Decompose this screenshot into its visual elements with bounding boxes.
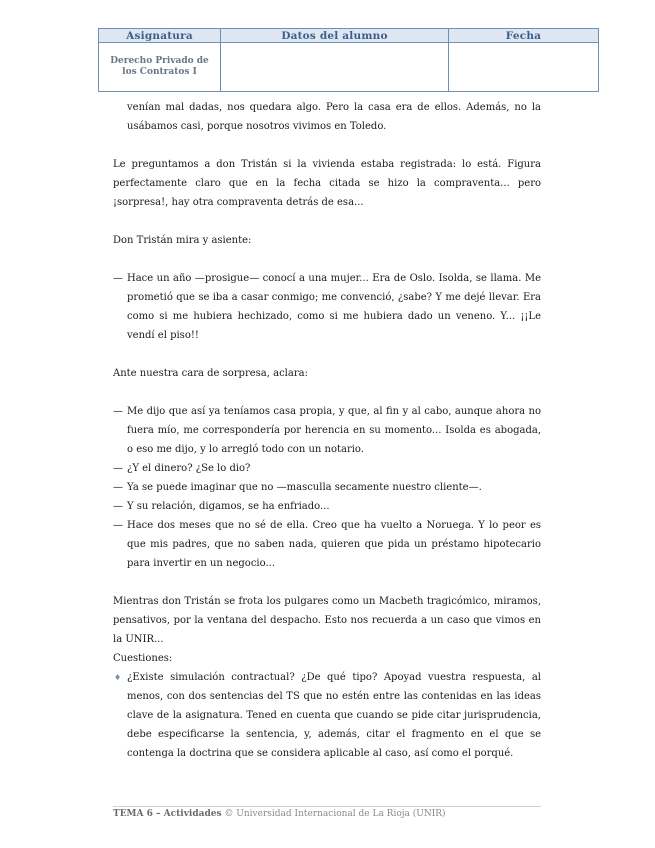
dialogue-text: Me dijo que así ya teníamos casa propia, y que, al fin y al cabo, aunque ahora no fuera mío, me correspondería por herencia en su momento... Isolda es abogada, o eso me dijo, y lo arregló todo con un notario. xyxy=(127,406,541,455)
paragraph: Don Tristán mira y asiente: xyxy=(113,235,252,246)
dash-icon: — xyxy=(113,482,123,493)
dialogue-line xyxy=(113,516,541,573)
dialogue-line xyxy=(113,497,541,516)
header-subject-value xyxy=(99,43,221,92)
dialogue-text: Y su relación, digamos, se ha enfriado... xyxy=(127,501,330,512)
document-body xyxy=(113,98,541,763)
dialogue-text: Ya se puede imaginar que no —masculla secamente nuestro cliente—. xyxy=(127,482,482,493)
dialogue-text: Hace un año —prosigue— conocí a una mujer... Era de Oslo. Isolda, se llama. Me prometió que se iba a casar conmigo; me convenció, ¿sabe? Y me dejé llevar. Era como si me hubiera hechizado, como si me hubiera dado un veneno. Y... ¡¡Le vendí el piso!! xyxy=(127,273,541,341)
question-item xyxy=(113,668,541,763)
footer-tema: TEMA 6 – Actividades xyxy=(113,809,222,819)
dialogue-text: ¿Y el dinero? ¿Se lo dio? xyxy=(127,463,251,474)
paragraph-continuation: venían mal dadas, nos quedara algo. Pero la casa era de ellos. Además, no la usábamos casi, porque nosotros vivimos en Toledo. xyxy=(127,102,541,132)
paragraph: Mientras don Tristán se frota los pulgares como un Macbeth tragicómico, miramos, pensativos, por la ventana del despacho. Esto nos recuerda a un caso que vimos en la UNIR... xyxy=(113,596,541,645)
dash-icon: — xyxy=(113,463,123,474)
diamond-bullet-icon: ♦ xyxy=(114,673,122,682)
dialogue-line xyxy=(113,402,541,459)
paragraph: Ante nuestra cara de sorpresa, aclara: xyxy=(113,368,308,379)
dialogue-text: Hace dos meses que no sé de ella. Creo que ha vuelto a Noruega. Y lo peor es que mis padres, que no saben nada, quieren que pida un préstamo hipotecario para invertir en un negocio... xyxy=(127,520,541,569)
dialogue-line xyxy=(113,478,541,497)
question-text: ¿Existe simulación contractual? ¿De qué tipo? Apoyad vuestra respuesta, al menos, con dos sentencias del TS que no estén entre las contenidas en las ideas clave de la asignatura. Tened en cuenta que cuando se pide citar jurisprudencia, debe especificarse la sentencia, y, además, citar el fragmento en el que se contenga la doctrina que se considera aplicable al caso, así como el porqué. xyxy=(127,672,541,759)
footer-copyright: © Universidad Internacional de La Rioja (UNIR) xyxy=(224,809,446,819)
dialogue-line xyxy=(113,459,541,478)
header-date-value xyxy=(449,43,599,92)
header-student-label: Datos del alumno xyxy=(221,29,449,43)
header-date-label: Fecha xyxy=(449,29,599,43)
footer-divider xyxy=(113,806,541,807)
header-subject-label: Asignatura xyxy=(99,29,221,43)
header-student-value xyxy=(221,43,449,92)
dash-icon: — xyxy=(113,520,123,531)
dash-icon: — xyxy=(113,273,123,284)
dash-icon: — xyxy=(113,406,123,417)
questions-heading: Cuestiones: xyxy=(113,653,173,664)
subject-line-1: Derecho Privado de xyxy=(110,56,209,66)
subject-line-2: los Contratos I xyxy=(122,67,197,77)
paragraph: Le preguntamos a don Tristán si la vivienda estaba registrada: lo está. Figura perfectamente claro que en la fecha citada se hizo la compraventa... pero ¡sorpresa!, hay otra compraventa detrás de esa... xyxy=(113,159,541,208)
dash-icon: — xyxy=(113,501,123,512)
footer xyxy=(113,809,446,819)
dialogue-line xyxy=(113,269,541,345)
header-table xyxy=(98,28,599,92)
